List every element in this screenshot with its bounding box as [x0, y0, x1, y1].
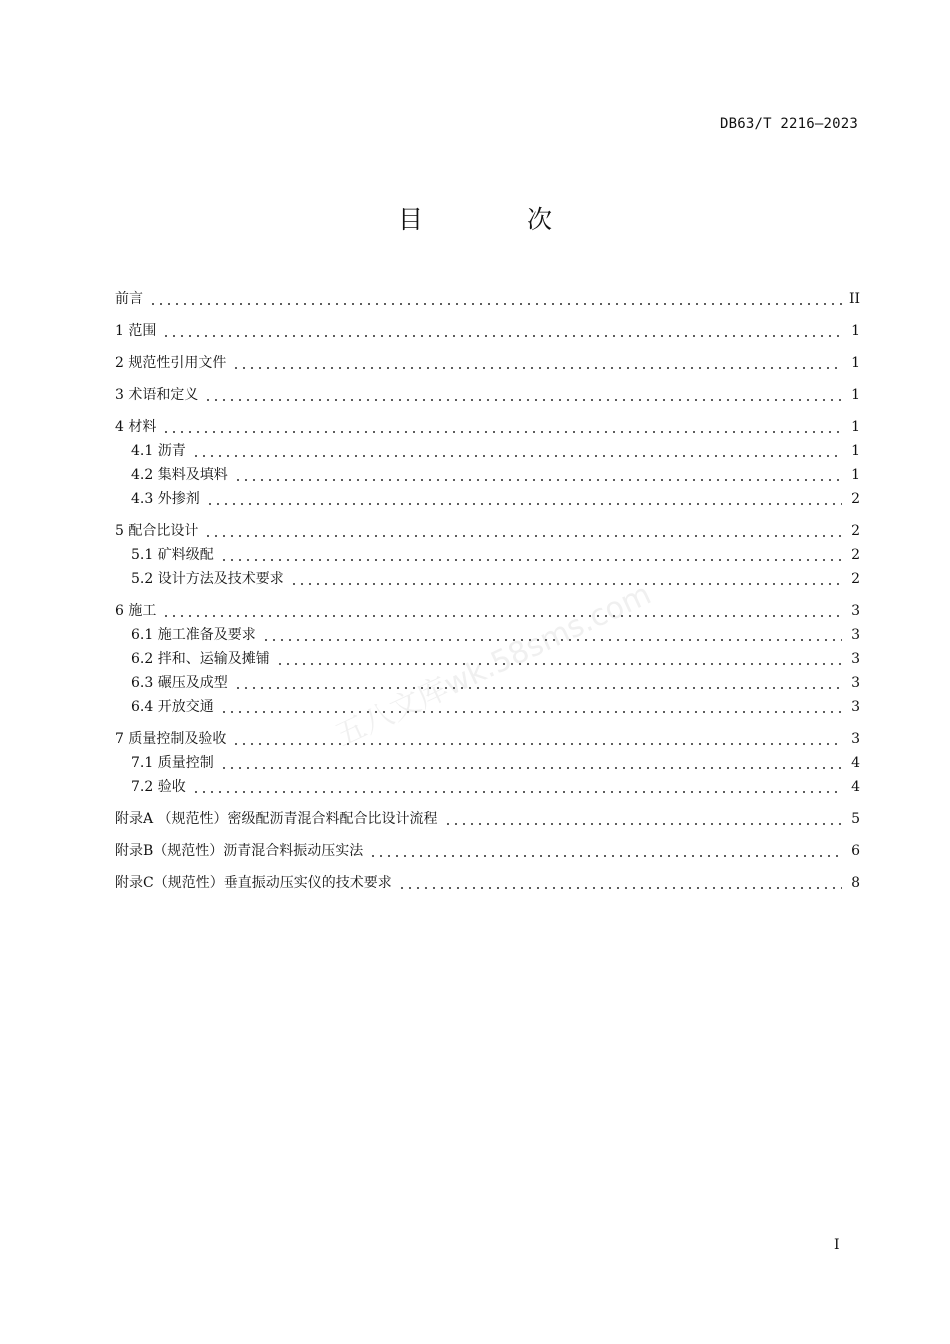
toc-entry-page: 1 [851, 419, 860, 435]
toc-entry-label: 5.2 设计方法及技术要求 [131, 571, 284, 587]
toc-entry-label: 6.2 拌和、运输及摊铺 [131, 651, 270, 667]
toc-entry-page: 2 [851, 491, 860, 507]
dot-leader [232, 743, 842, 745]
toc-entry[interactable] [115, 599, 860, 623]
toc-entry-label: 7.1 质量控制 [131, 755, 214, 771]
toc-entry[interactable] [115, 351, 860, 375]
toc-entry-label: 7.2 验收 [131, 779, 186, 795]
dot-leader [220, 767, 842, 769]
toc-entry-page: 3 [851, 651, 860, 667]
dot-leader [290, 583, 842, 585]
toc-entry-label: 4.2 集料及填料 [131, 467, 228, 483]
toc-entry-page: 5 [851, 811, 860, 827]
dot-leader [206, 503, 842, 505]
toc-entry[interactable] [115, 751, 860, 775]
toc-entry-label: 2 规范性引用文件 [115, 355, 227, 371]
toc-entry[interactable] [115, 519, 860, 543]
toc-entry[interactable] [115, 671, 860, 695]
dot-leader [232, 367, 842, 369]
toc-entry-label: 附录B（规范性）沥青混合料振动压实法 [115, 843, 364, 859]
toc-entry[interactable] [115, 487, 860, 511]
toc-entry-page: II [848, 291, 860, 307]
page-title: 目 次 [398, 205, 600, 234]
toc-entry-page: 8 [851, 875, 860, 891]
toc-gap [115, 407, 860, 415]
toc-entry-label: 5 配合比设计 [115, 523, 199, 539]
toc-gap [115, 895, 860, 903]
watermark: 五八文库wk.58sms.com [330, 576, 657, 754]
dot-leader [444, 823, 842, 825]
toc-entry-label: 3 术语和定义 [115, 387, 199, 403]
toc-entry[interactable] [115, 383, 860, 407]
dot-leader [204, 535, 842, 537]
toc-entry[interactable] [115, 463, 860, 487]
toc-entry[interactable] [115, 287, 860, 311]
toc-entry-label: 前言 [115, 291, 143, 307]
page-number: I [834, 1237, 840, 1253]
toc-entry[interactable] [115, 839, 860, 863]
toc-gap [115, 863, 860, 871]
dot-leader [234, 687, 842, 689]
dot-leader [369, 855, 842, 857]
toc-entry-label: 5.1 矿料级配 [131, 547, 214, 563]
document-code: DB63/T 2216—2023 [719, 116, 858, 132]
dot-leader [149, 303, 842, 305]
toc-entry-page: 2 [851, 523, 860, 539]
toc-entry-page: 3 [851, 699, 860, 715]
dot-leader [220, 711, 842, 713]
toc-entry-page: 1 [851, 467, 860, 483]
toc-entry-label: 6 施工 [115, 603, 157, 619]
toc-entry[interactable] [115, 775, 860, 799]
toc-entry[interactable] [115, 439, 860, 463]
dot-leader [192, 791, 842, 793]
dot-leader [398, 887, 842, 889]
toc-entry[interactable] [115, 695, 860, 719]
toc-gap [115, 831, 860, 839]
toc-entry[interactable] [115, 415, 860, 439]
toc-entry-page: 4 [851, 755, 860, 771]
toc-entry-label: 6.3 碾压及成型 [131, 675, 228, 691]
dot-leader [262, 639, 842, 641]
dot-leader [204, 399, 842, 401]
toc-entry-page: 3 [851, 731, 860, 747]
toc-entry-page: 3 [851, 603, 860, 619]
toc-entry[interactable] [115, 623, 860, 647]
toc-entry-label: 6.1 施工准备及要求 [131, 627, 256, 643]
toc-entry-label: 4 材料 [115, 419, 157, 435]
toc-entry[interactable] [115, 727, 860, 751]
dot-leader [162, 431, 842, 433]
toc-gap [115, 311, 860, 319]
toc-entry-page: 3 [851, 627, 860, 643]
toc-gap [115, 511, 860, 519]
toc-entry[interactable] [115, 319, 860, 343]
toc-entry-page: 1 [851, 387, 860, 403]
toc-entry-label: 4.3 外掺剂 [131, 491, 200, 507]
toc-entry-page: 2 [851, 547, 860, 563]
toc-entry[interactable] [115, 807, 860, 831]
dot-leader [192, 455, 842, 457]
toc-entry-label: 6.4 开放交通 [131, 699, 214, 715]
dot-leader [234, 479, 842, 481]
toc-gap [115, 343, 860, 351]
toc-entry-page: 1 [851, 443, 860, 459]
toc-gap [115, 799, 860, 807]
dot-leader [162, 335, 842, 337]
toc-entry-label: 附录C（规范性）垂直振动压实仪的技术要求 [115, 875, 392, 891]
toc-entry-label: 1 范围 [115, 323, 157, 339]
toc-entry[interactable] [115, 871, 860, 895]
toc-gap [115, 719, 860, 727]
toc-entry-page: 4 [851, 779, 860, 795]
dot-leader [162, 615, 842, 617]
toc-entry-page: 1 [851, 355, 860, 371]
table-of-contents [115, 287, 860, 903]
toc-entry-label: 4.1 沥青 [131, 443, 186, 459]
toc-entry[interactable] [115, 647, 860, 671]
toc-entry-page: 3 [851, 675, 860, 691]
toc-entry[interactable] [115, 567, 860, 591]
toc-entry-label: 7 质量控制及验收 [115, 731, 227, 747]
toc-gap [115, 591, 860, 599]
toc-entry[interactable] [115, 543, 860, 567]
toc-entry-page: 1 [851, 323, 860, 339]
dot-leader [220, 559, 842, 561]
toc-entry-page: 2 [851, 571, 860, 587]
dot-leader [276, 663, 842, 665]
toc-gap [115, 375, 860, 383]
toc-entry-label: 附录A （规范性）密级配沥青混合料配合比设计流程 [115, 811, 438, 827]
toc-entry-page: 6 [851, 843, 860, 859]
